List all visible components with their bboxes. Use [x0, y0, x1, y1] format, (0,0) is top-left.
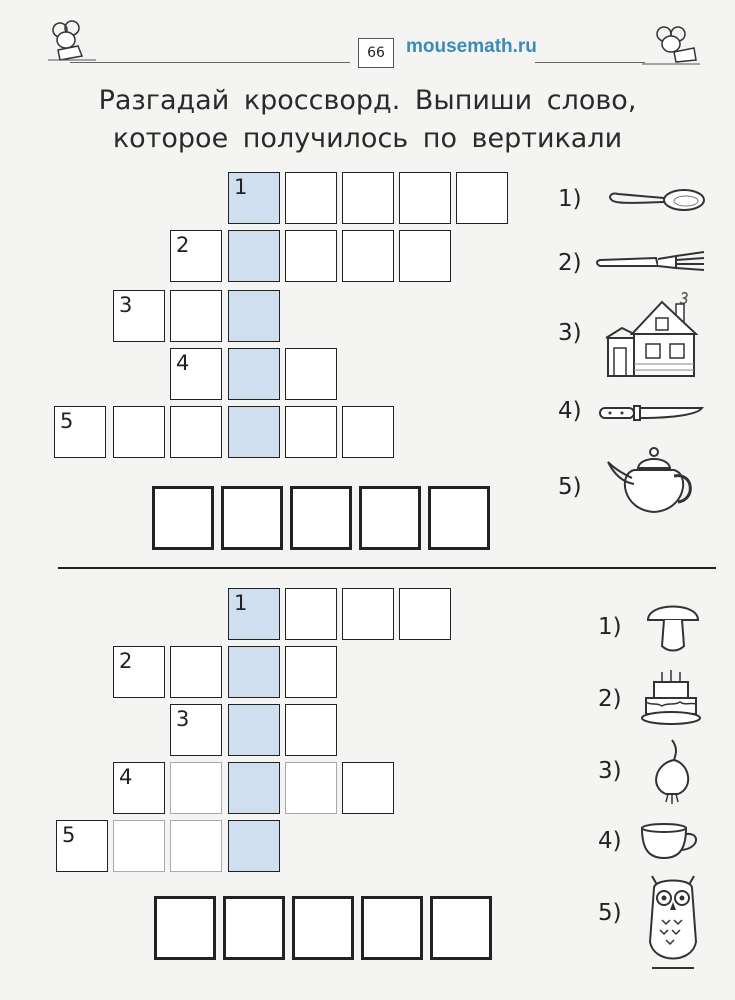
- house-icon: [604, 288, 700, 380]
- crossword-cell[interactable]: [54, 406, 106, 458]
- title-line-2: которое получилось по вертикали: [112, 123, 623, 154]
- crossword-cell[interactable]: [285, 762, 337, 814]
- crossword-cell[interactable]: [342, 762, 394, 814]
- crossword-cell[interactable]: [228, 290, 280, 342]
- crossword-cell[interactable]: [228, 820, 280, 872]
- owl-icon: [644, 872, 702, 982]
- crossword-cell[interactable]: [228, 406, 280, 458]
- crossword-cell[interactable]: [228, 348, 280, 400]
- clue-label: 1): [598, 614, 622, 640]
- section-divider: [58, 567, 716, 569]
- row-number: 5: [60, 409, 74, 433]
- answer-box[interactable]: [152, 486, 214, 550]
- crossword-cell[interactable]: [170, 820, 222, 872]
- answer-box[interactable]: [361, 896, 423, 960]
- crossword-cell[interactable]: [170, 646, 222, 698]
- crossword-cell[interactable]: [228, 704, 280, 756]
- crossword-cell[interactable]: [228, 230, 280, 282]
- crossword-cell[interactable]: [342, 588, 394, 640]
- mouse-reading-icon: [38, 16, 100, 64]
- crossword-cell[interactable]: [285, 704, 337, 756]
- answer-box[interactable]: [359, 486, 421, 550]
- row-number: 2: [176, 233, 190, 257]
- crossword-cell[interactable]: [170, 406, 222, 458]
- crossword-cell[interactable]: [170, 348, 222, 400]
- knife-icon: [596, 400, 706, 426]
- crossword-cell[interactable]: [285, 172, 337, 224]
- answer-box[interactable]: [430, 896, 492, 960]
- crossword-cell[interactable]: [342, 172, 394, 224]
- page-number: 66: [358, 38, 394, 68]
- fork-icon: [596, 250, 708, 276]
- crossword-cell[interactable]: [228, 588, 280, 640]
- crossword-cell[interactable]: [228, 762, 280, 814]
- row-number: 3: [119, 293, 133, 317]
- crossword-cell[interactable]: [113, 406, 165, 458]
- crossword-cell[interactable]: [113, 646, 165, 698]
- row-number: 3: [176, 707, 190, 731]
- answer-box[interactable]: [223, 896, 285, 960]
- site-name: mousemath.ru: [406, 36, 537, 57]
- clue-label: 5): [558, 474, 582, 500]
- row-number: 4: [119, 765, 133, 789]
- row-number: 2: [119, 649, 133, 673]
- crossword-cell[interactable]: [113, 762, 165, 814]
- clue-label: 5): [598, 900, 622, 926]
- crossword-cell[interactable]: [342, 230, 394, 282]
- spoon-icon: [606, 186, 706, 218]
- crossword-cell[interactable]: [285, 588, 337, 640]
- answer-box[interactable]: [428, 486, 490, 550]
- crossword-cell[interactable]: [56, 820, 108, 872]
- instruction-title: [0, 82, 735, 158]
- clue-label: 2): [558, 250, 582, 276]
- row-number: 4: [176, 351, 190, 375]
- row-number: 1: [234, 175, 248, 199]
- clue-label: 1): [558, 186, 582, 212]
- crossword-cell[interactable]: [399, 588, 451, 640]
- clue-label: 3): [598, 758, 622, 784]
- crossword-cell[interactable]: [285, 406, 337, 458]
- answer-box[interactable]: [221, 486, 283, 550]
- crossword-cell[interactable]: [285, 646, 337, 698]
- crossword-cell[interactable]: [228, 172, 280, 224]
- teapot-icon: [604, 444, 700, 518]
- crossword-cell[interactable]: [113, 290, 165, 342]
- mushroom-icon: [644, 598, 702, 654]
- title-line-1: Разгадай кроссворд. Выпиши слово,: [98, 85, 637, 116]
- crossword-cell[interactable]: [228, 646, 280, 698]
- cup-icon: [638, 822, 702, 862]
- header-rule-left: [70, 62, 350, 63]
- mouse-reading-icon: [640, 22, 702, 70]
- crossword-cell[interactable]: [113, 820, 165, 872]
- crossword-cell[interactable]: [285, 230, 337, 282]
- crossword-cell[interactable]: [342, 406, 394, 458]
- header-rule-right: [535, 62, 645, 63]
- row-number: 1: [234, 591, 248, 615]
- crossword-cell[interactable]: [285, 348, 337, 400]
- crossword-cell[interactable]: [399, 230, 451, 282]
- crossword-cell[interactable]: [170, 704, 222, 756]
- cake-icon: [640, 666, 702, 730]
- answer-box[interactable]: [290, 486, 352, 550]
- answer-box[interactable]: [154, 896, 216, 960]
- onion-icon: [644, 734, 698, 806]
- crossword-cell[interactable]: [170, 290, 222, 342]
- crossword-cell[interactable]: [399, 172, 451, 224]
- clue-label: 4): [558, 398, 582, 424]
- clue-label: 3): [558, 320, 582, 346]
- answer-box[interactable]: [292, 896, 354, 960]
- crossword-cell[interactable]: [456, 172, 508, 224]
- clue-label: 2): [598, 686, 622, 712]
- crossword-cell[interactable]: [170, 230, 222, 282]
- row-number: 5: [62, 823, 76, 847]
- crossword-cell[interactable]: [170, 762, 222, 814]
- clue-label: 4): [598, 828, 622, 854]
